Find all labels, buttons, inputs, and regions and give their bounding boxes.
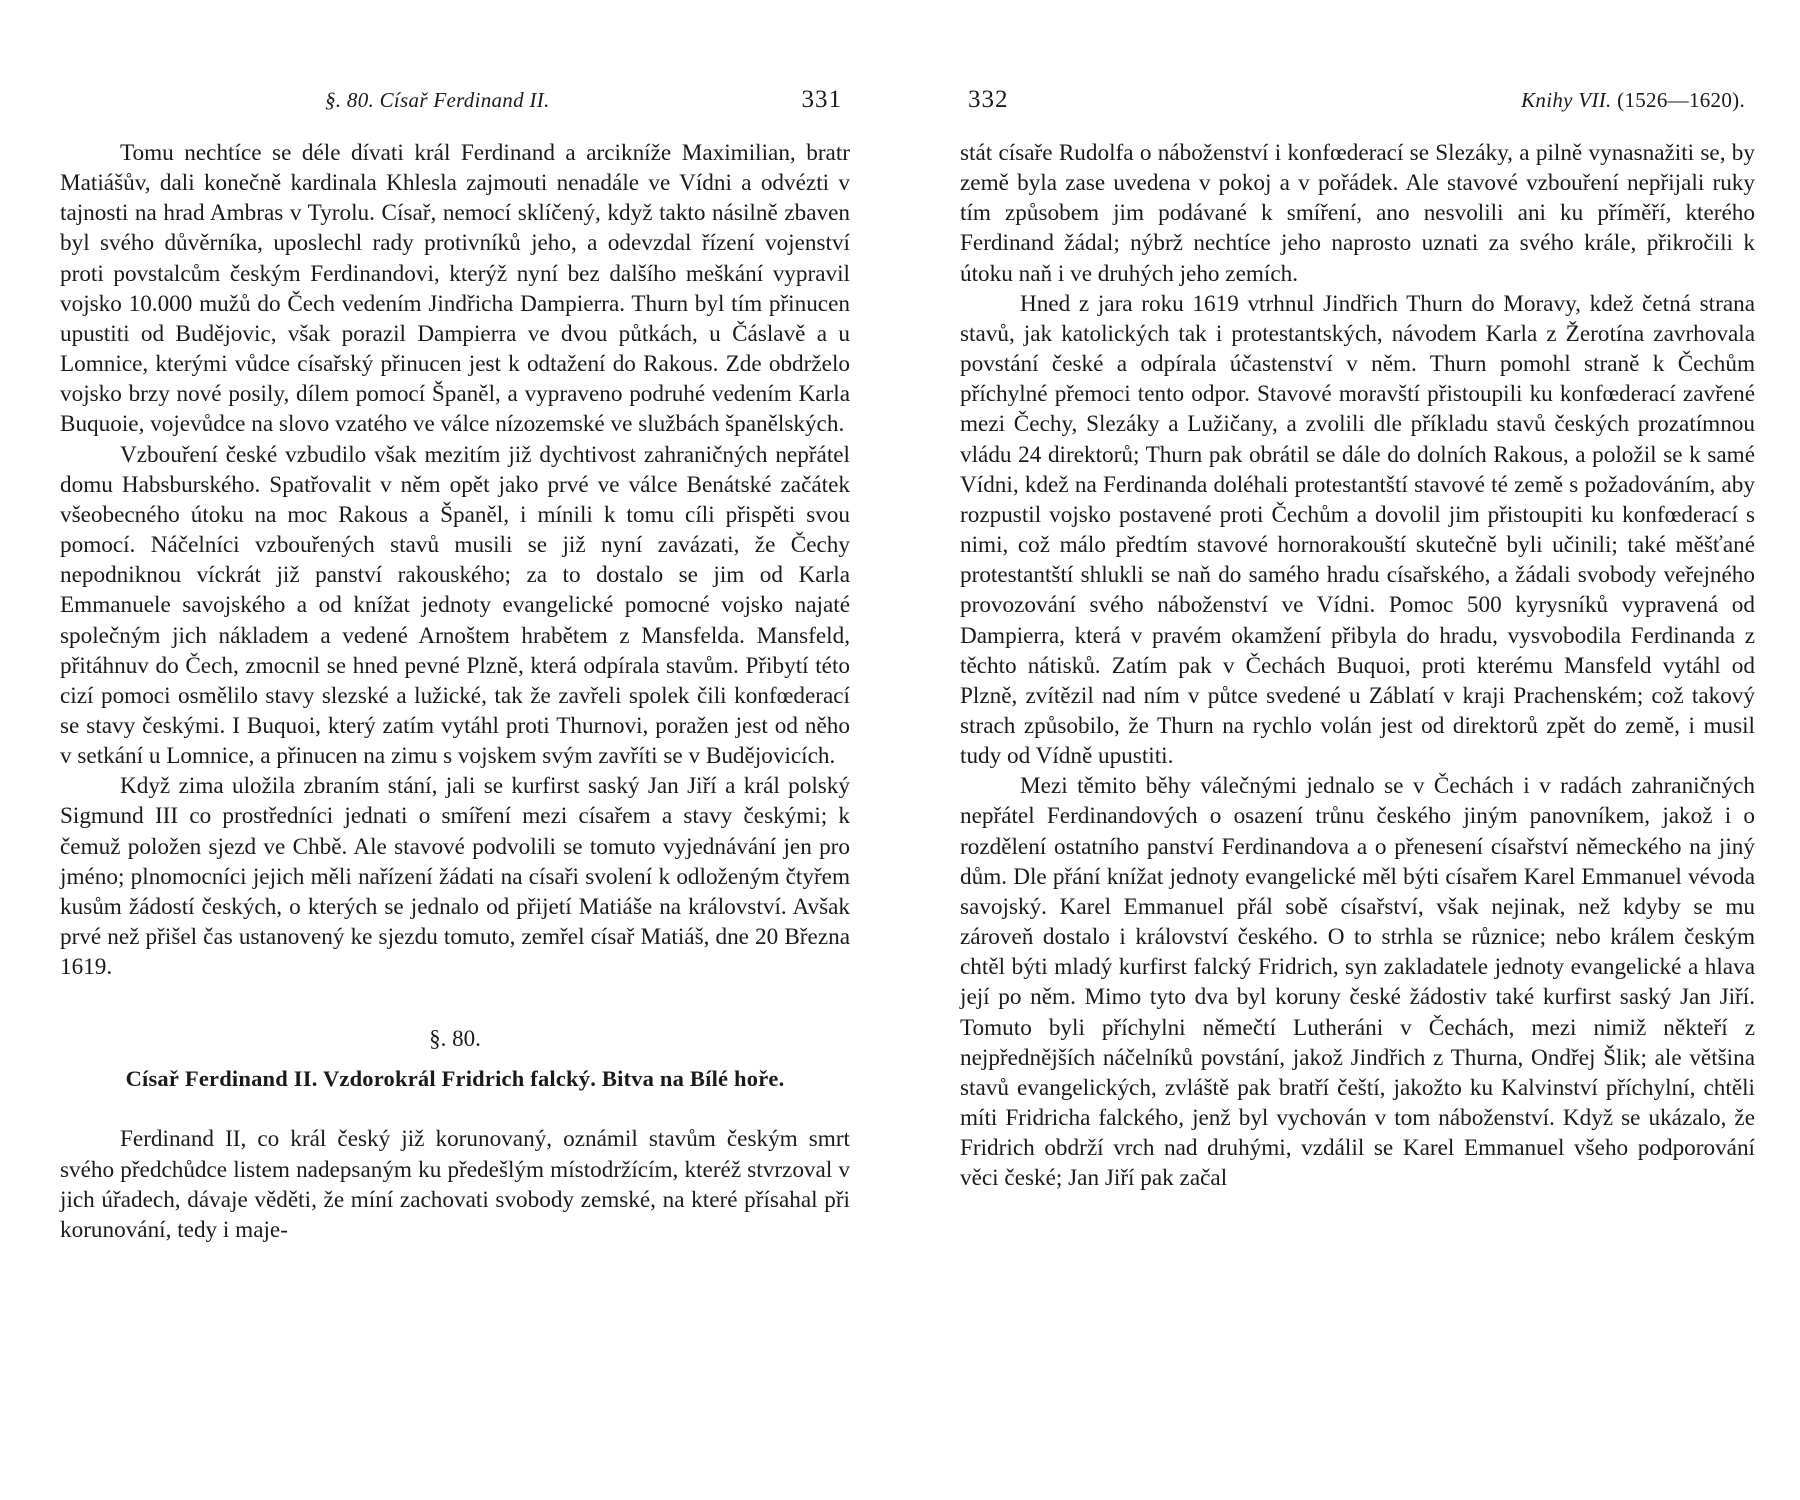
paragraph: Když zima uložila zbraním stání, jali se kurfirst saský Jan Jiří a král polský Sigmund III co prostředníci jednati o smíření mezi císařem a stavy českými; k čemuž položen sjezd ve Chbě. Ale stavové podvolili se tomuto vyjednávání jen pro jméno; plnomocníci jejich měli nařízení žádati na císaři svolení k odloženým čtyřem kusům žádostí českých, o kterých se jednalo od přijetí Matiáše na království. Avšak prvé než přišel čas ustanovený ke sjezdu tomuto, zemřel císař Matiáš, dne 20 Března 1619. [60,773,850,981]
paragraph: Vzbouření české vzbudilo však mezitím již dychtivost zahraničných nepřátel domu Habsburského. Spatřovalit v něm opět jako prvé ve válce Benátské začátek všeobecného útoku na moc Rakous a Španěl, i mínili k tomu cíli přispěti svou pomocí. Náčelníci vzbouřených stavů musili se již nyní zavázati, že Čechy nepodniknou víckrát již panství rakouského; za to dostalo se jim od Karla Emmanuele savojského a od knížat jednoty evangelické pomocné vojsko najaté společným jich nákladem a vedené Arnoštem hrabětem z Mansfelda. Mansfeld, přitáhnuv do Čech, zmocnil se hned pevné Plzně, která odpírala stavům. Přibytí této cizí pomoci osmělilo stavy slezské a lužické, tak že zavřeli spolek čili konfœderací se stavy českými. I Buquoi, který zatím vytáhl proti Thurnovi, poražen jest od něho v setkání u Lomnice, a přinucen na zimu s vojskem svým zavříti se v Budějovicích. [60,441,850,770]
paragraph: Hned z jara roku 1619 vtrhnul Jindřich Thurn do Moravy, kdež četná strana stavů, jak katolických tak i protestantských, návodem Karla z Žerotína zavrhovala povstání české a odpírala účastenství v něm. Thurn pomohl straně k Čechům příchylné přemoci tento odpor. Stavové moravští přistoupili ku konfœderací zavřené mezi Čechy, Slezáky a Lužičany, a zvolili dle příkladu stavů českých prozatímnou vládu 24 direktorů; Thurn pak obrátil se dále do dolních Rakous, a položil se k samé Vídni, kdež na Ferdinanda doléhali protestantští stavové té země s požadováním, aby rozpustil vojsko postavené proti Čechům a dovolil jim přistoupiti ku konfœderací s nimi, což málo předtím stavové hornorakouští skutečně byli učinili; také měšťané protestantští shlukli se naň do samého hradu císařského, a žádali svobody veřejného provozování svého náboženství ve Vídni. Pomoc 500 kyrysníků vypravená od Dampierra, která v pravém okamžení přibyla do hradu, vysvobodila Ferdinanda z těchto nátisků. Zatím pak v Čechách Buquoi, proti kterému Mansfeld vytáhl od Plzně, zvítězil nad ním v půtce svedené u Záblatí v kraji Prachenském; což takový strach způsobilo, že Thurn na rychlo volán jest od direktorů zpět do země, i musil tudy od Vídně upustiti. [960,290,1755,770]
paragraph: Mezi těmito běhy válečnými jednalo se v Čechách i v radách zahraničných nepřátel Ferdinandových o osazení trůnu českého jiným panovníkem, jakož i o rozdělení ostatního panství Ferdinandova a o přenesení císařství německého na jiný dům. Dle přání knížat jednoty evangelické měl býti císařem Karel Emmanuel vévoda savojský. Karel Emmanuel přál sobě císařství, však nejinak, než kdyby se mu zároveň dostalo i království českého. O to strhla se různice; nebo králem českým chtěl býti mladý kurfirst falcký Fridrich, syn zakladatele jednoty evangelické a hlava její po něm. Mimo tyto dva byl koruny české žádostiv také kurfirst saský Jan Jiří. Tomuto byli příchylni němečtí Lutheráni v Čechách, mezi nimiž někteří z nejpřednějších náčelníků povstání, jakož Jindřich z Thurna, Ondřej Šlik; ale většina stavů evangelických, zvláště pak bratří čeští, jakožto ku Kalvinství příchylní, chtěli míti Fridricha falckého, jenž byl vychován v tom náboženství. Když se ukázalo, že Fridrich obdrží vrch nad druhými, vzdálil se Karel Emmanuel všeho podporování věci české; Jan Jiří pak začal [960,773,1755,1192]
left-running-head [60,86,850,118]
paragraph: Ferdinand II, co král český již korunovaný, oznámil stavům českým smrt svého předchůdce listem nadepsaným ku předešlým místodržícím, kteréž stvrzoval v jich úřadech, dávaje věděti, že míní zachovati svobody zemské, na které přísahal při korunování, tedy i maje- [60,1126,850,1243]
right-page [960,0,1755,1500]
left-page-number: 331 [801,86,842,113]
right-running-head [960,86,1755,118]
right-body-text [960,138,1755,1193]
right-header-book: Knihy VII. [1521,88,1612,112]
left-header-title: §. 80. Císař Ferdinand II. [325,88,550,112]
right-page-number: 332 [968,86,1009,113]
section-number: §. 80. [429,1026,481,1052]
right-header-title [1521,88,1745,113]
paragraph: stát císaře Rudolfa o náboženství i konfœderací se Slezáky, a pilně vynasnažiti se, by země byla zase uvedena v pokoj a v pořádek. Ale stavové vzbouření nepřijali ruky tím způsobem jim podávané k smíření, ano nesvolili ani ku příměří, kterého Ferdinand žádal; nýbrž nechtíce jeho naprosto uznati za svého krále, přikročili k útoku naň i ve druhých jeho zemích. [960,140,1755,287]
right-header-years: (1526—1620). [1617,88,1745,112]
paragraph: Tomu nechtíce se déle dívati král Ferdinand a arcikníže Maximilian, bratr Matiášův, dali konečně kardinala Khlesla zajmouti nenadále ve Vídni a odvézti v tajnosti na hrad Ambras v Tyrolu. Císař, nemocí sklíčený, když takto násilně zbaven byl svého důvěrníka, uposlechl rady protivníků jeho, a odevzdal řízení vojenství proti povstalcům českým Ferdinandovi, kterýž nyní bez dalšího meškání vypravil vojsko 10.000 mužů do Čech vedením Jindřicha Dampierra. Thurn byl tím přinucen upustiti od Budějovic, však porazil Dampierra ve dvou půtkách, u Čáslavě a u Lomnice, kterými vůdce císařský přinucen jest k odtažení do Rakous. Zde obdrželo vojsko brzy nové posily, dílem pomocí Španěl, a vypraveno podruhé vedením Karla Buquoie, vojevůdce na slovo vzatého ve válce nízozemské ve službách španělských. [60,140,850,438]
left-body-text [60,138,850,1245]
left-page [60,0,850,1500]
section-title: Císař Ferdinand II. Vzdorokrál Fridrich falcký. Bitva na Bílé hoře. [125,1066,785,1092]
